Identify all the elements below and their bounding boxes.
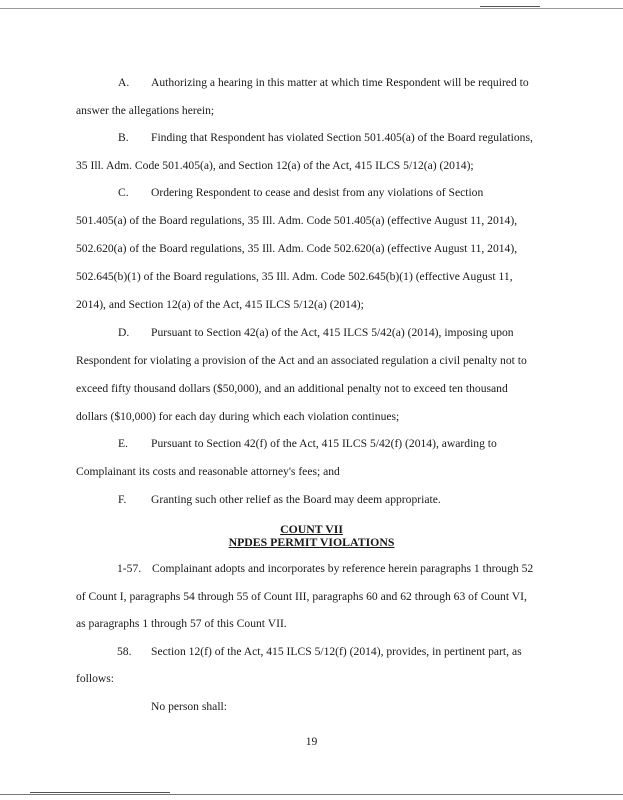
relief-text: 2014), and Section 12(a) of the Act, 415 ILCS 5/12(a) (2014); bbox=[76, 298, 364, 311]
relief-marker: C. bbox=[118, 186, 129, 199]
paragraph-text: as paragraphs 1 through 57 of this Count VII. bbox=[76, 617, 287, 630]
paragraph-number: 1-57. bbox=[117, 562, 142, 575]
relief-text: exceed fifty thousand dollars ($50,000), and an additional penalty not to exceed ten thousand bbox=[76, 382, 508, 395]
relief-text: Pursuant to Section 42(a) of the Act, 415 ILCS 5/42(a) (2014), imposing upon bbox=[151, 326, 514, 339]
paragraph-text: Section 12(f) of the Act, 415 ILCS 5/12(f) (2014), provides, in pertinent part, as bbox=[151, 645, 522, 658]
top-edge bbox=[0, 8, 623, 9]
relief-marker: D. bbox=[118, 326, 130, 339]
paragraph-number: 58. bbox=[117, 645, 132, 658]
relief-text: 501.405(a) of the Board regulations, 35 Ill. Adm. Code 501.405(a) (effective August 11, 2014), bbox=[76, 214, 518, 227]
relief-text: answer the allegations herein; bbox=[76, 104, 215, 117]
count-title: COUNT VII bbox=[280, 522, 343, 536]
relief-text: Respondent for violating a provision of the Act and an associated regulation a civil penalty not to bbox=[76, 354, 527, 367]
bottom-edge bbox=[0, 794, 623, 795]
quote-intro-text: No person shall: bbox=[151, 700, 227, 713]
top-edge-mark bbox=[480, 6, 540, 7]
paragraph-text: of Count I, paragraphs 54 through 55 of Count III, paragraphs 60 and 62 through 63 of Count VI, bbox=[76, 590, 527, 603]
relief-marker: E. bbox=[118, 437, 128, 450]
count-subtitle: NPDES PERMIT VIOLATIONS bbox=[228, 535, 395, 549]
bottom-edge-mark bbox=[30, 792, 170, 793]
relief-text: 35 Ill. Adm. Code 501.405(a), and Section 12(a) of the Act, 415 ILCS 5/12(a) (2014); bbox=[76, 159, 474, 172]
paragraph-text: follows: bbox=[76, 672, 115, 685]
relief-text: Pursuant to Section 42(f) of the Act, 415 ILCS 5/42(f) (2014), awarding to bbox=[151, 437, 497, 450]
relief-text: 502.645(b)(1) of the Board regulations, 35 Ill. Adm. Code 502.645(b)(1) (effective August 11, bbox=[76, 270, 513, 283]
paragraph-text: Complainant adopts and incorporates by reference herein paragraphs 1 through 52 bbox=[152, 562, 534, 575]
relief-text: Complainant its costs and reasonable attorney's fees; and bbox=[76, 465, 340, 478]
relief-marker: B. bbox=[118, 131, 129, 144]
relief-marker: F. bbox=[118, 493, 127, 506]
relief-text: Ordering Respondent to cease and desist from any violations of Section bbox=[151, 186, 484, 199]
relief-text: Finding that Respondent has violated Section 501.405(a) of the Board regulations, bbox=[151, 131, 533, 144]
relief-text: 502.620(a) of the Board regulations, 35 Ill. Adm. Code 502.620(a) (effective August 11, 2014), bbox=[76, 242, 518, 255]
relief-text: Authorizing a hearing in this matter at which time Respondent will be required to bbox=[151, 76, 529, 89]
relief-marker: A. bbox=[118, 76, 130, 89]
relief-text: dollars ($10,000) for each day during which each violation continues; bbox=[76, 410, 400, 423]
page-number: 19 bbox=[305, 735, 318, 748]
relief-text: Granting such other relief as the Board may deem appropriate. bbox=[151, 493, 441, 506]
